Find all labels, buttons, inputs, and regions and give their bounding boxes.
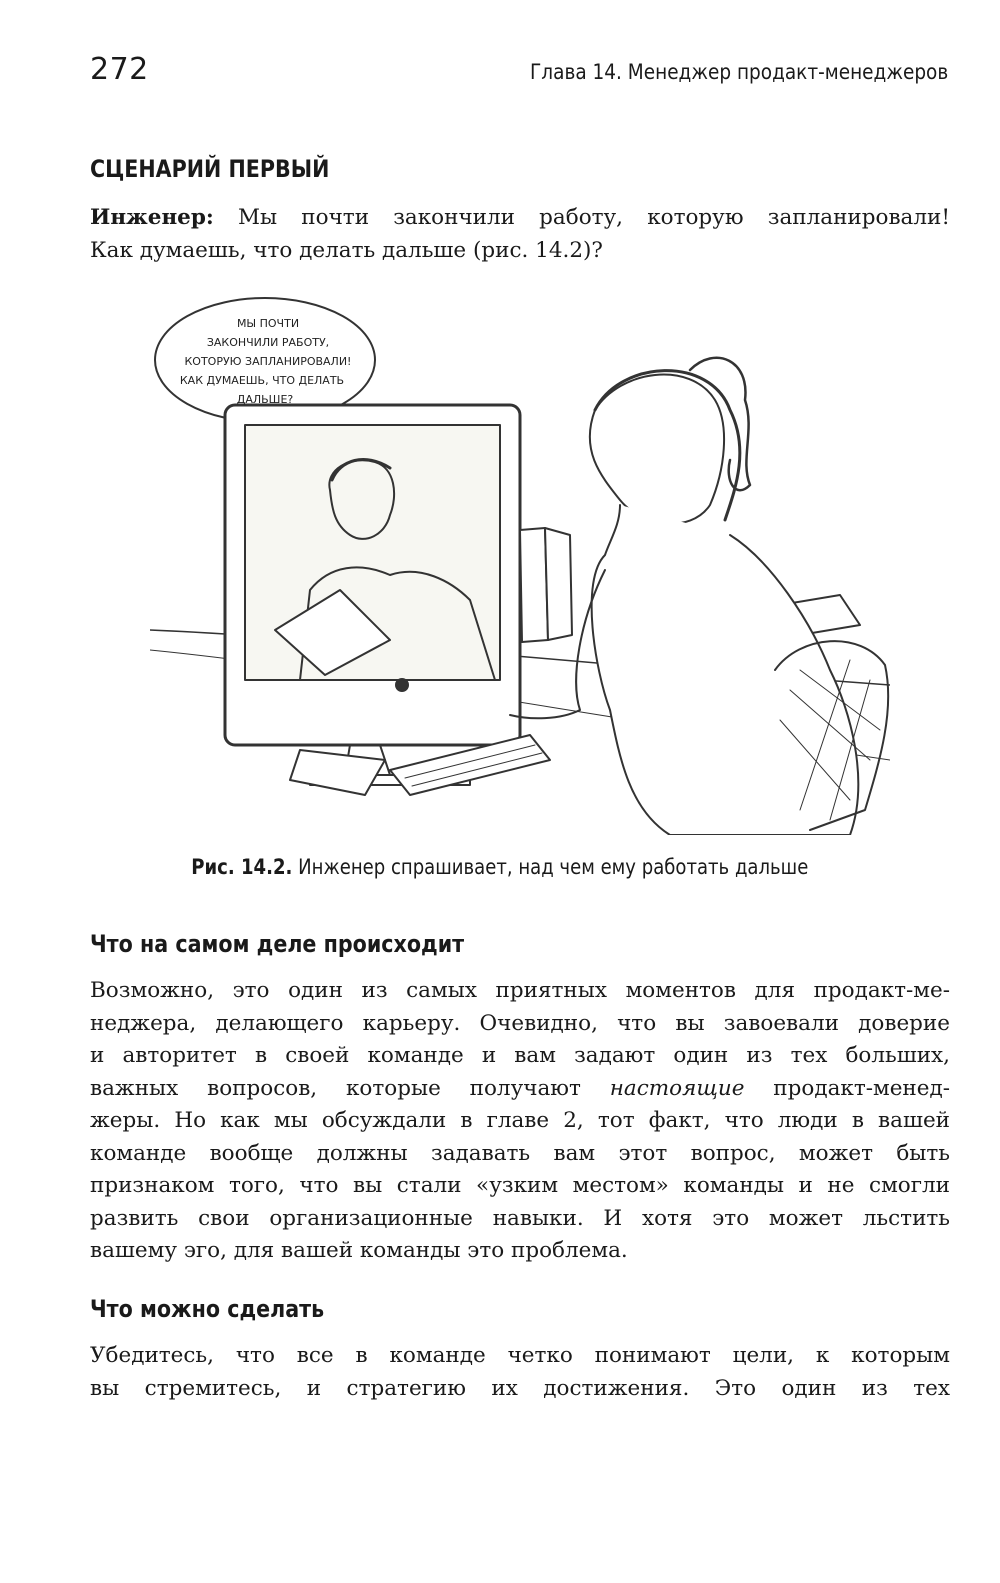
subheading-what-to-do: Что можно сделать bbox=[90, 1295, 325, 1323]
text-line: Убедитесь, что все в команде четко понимают цели, к которым bbox=[90, 1343, 950, 1368]
text-line: признаком того, что вы стали «узким местом» команды и не смогли bbox=[90, 1173, 950, 1198]
woman-head bbox=[590, 375, 724, 524]
text-line: Возможно, это один из самых приятных моментов для продакт-ме- bbox=[90, 978, 950, 1003]
text-line: и авторитет в своей команде и вам задают один из тех больших, bbox=[90, 1043, 950, 1068]
caption-label: Рис. 14.2. bbox=[191, 855, 293, 879]
running-header: Глава 14. Менеджер продакт-менеджеров bbox=[529, 60, 948, 84]
subheading-what-happens: Что на самом деле происходит bbox=[90, 930, 465, 958]
text-line: неджера, делающего карьеру. Очевидно, что вы завоевали доверие bbox=[90, 1010, 950, 1036]
bubble-line: МЫ ПОЧТИ bbox=[236, 317, 300, 330]
text-line: вы стремитесь, и стратегию их достижения. Это один из тех bbox=[90, 1375, 950, 1401]
text-line: вашему эго, для вашей команды это проблема. bbox=[90, 1238, 628, 1263]
figure-caption bbox=[0, 855, 1000, 879]
italic-emphasis: настоящие bbox=[609, 1075, 745, 1101]
section-heading-scenario: СЦЕНАРИЙ ПЕРВЫЙ bbox=[90, 155, 330, 183]
bubble-line: ДАЛЬШЕ? bbox=[236, 393, 294, 406]
speaker-label: Инженер: bbox=[90, 205, 214, 230]
dialogue-line-1: Мы почти закончили работу, которую запланировали! bbox=[213, 205, 950, 230]
paragraph-what-happens bbox=[90, 975, 950, 1268]
illustration-drawing bbox=[150, 290, 890, 835]
caption-text: Инженер спрашивает, над чем ему работать дальше bbox=[292, 855, 809, 879]
text-line: важных вопросов, которые получают настоящие продакт-менед- bbox=[90, 1075, 950, 1101]
dialogue-paragraph bbox=[90, 202, 950, 267]
woman-body bbox=[592, 505, 859, 835]
text-line: развить свои организационные навыки. И хотя это может льстить bbox=[90, 1205, 950, 1231]
bubble-line: ЗАКОНЧИЛИ РАБОТУ, bbox=[206, 336, 330, 349]
text-line: команде вообще должны задавать вам этот вопрос, может быть bbox=[90, 1140, 950, 1166]
apple-logo-icon bbox=[396, 679, 408, 691]
text-line: жеры. Но как мы обсуждали в главе 2, тот факт, что люди в вашей bbox=[90, 1108, 950, 1133]
bubble-text bbox=[180, 317, 352, 406]
bubble-line: КАК ДУМАЕШЬ, ЧТО ДЕЛАТЬ bbox=[179, 374, 345, 387]
dialogue-line-2: Как думаешь, что делать дальше (рис. 14.2)? bbox=[90, 237, 603, 263]
illustration bbox=[150, 290, 890, 835]
paragraph-what-to-do bbox=[90, 1340, 950, 1405]
page-number: 272 bbox=[90, 52, 149, 87]
bubble-line: КОТОРУЮ ЗАПЛАНИРОВАЛИ! bbox=[184, 355, 352, 368]
